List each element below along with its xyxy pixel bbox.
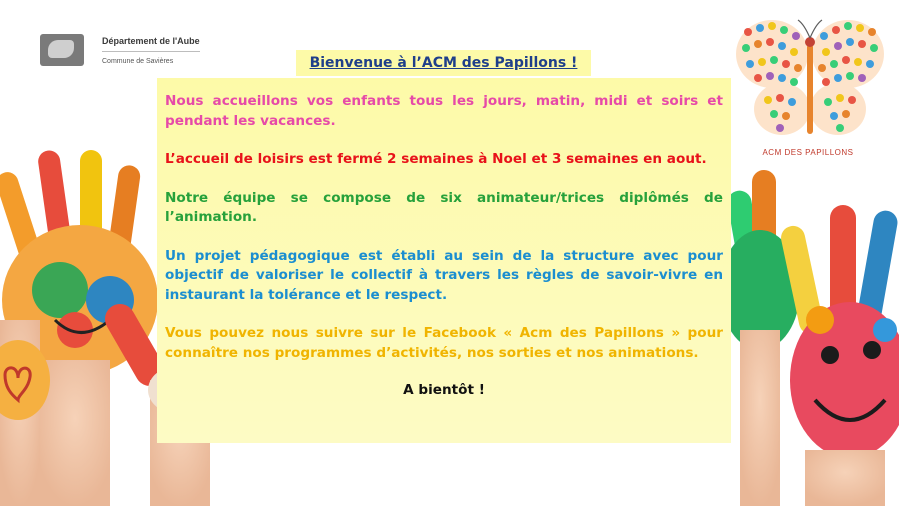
department-logo: [40, 34, 84, 66]
paragraph-project: Un projet pédagogique est établi au sein de la structure avec pour objectif de valoriser le collectif à travers les règles de savoir-vivre en instaurant la tolérance et le respect.: [165, 247, 723, 303]
butterfly-logo: [734, 14, 886, 164]
commune-name: Commune de Savières: [102, 58, 174, 65]
department-header: [40, 34, 210, 74]
department-name: Département de l'Aube: [102, 36, 200, 46]
closing-text: A bientôt !: [403, 382, 485, 398]
page-title: Bienvenue à l’ACM des Papillons !: [296, 50, 591, 76]
right-hand-1: [720, 170, 800, 506]
paragraph-team: Notre équipe se compose de six animateur/trices diplômés de l’animation.: [165, 189, 723, 225]
butterfly-logo-label: ACM DES PAPILLONS: [762, 148, 854, 157]
welcome-panel: [157, 78, 731, 443]
paragraph-hours: Nous accueillons vos enfants tous les jours, matin, midi et soirs et pendant les vacances.: [165, 93, 723, 129]
paragraph-facebook: Vous pouvez nous suivre sur le Facebook « Acm des Papillons » pour connaître nos programmes d’activités, nos sorties et nos animations.: [165, 325, 723, 361]
header-separator: [102, 51, 200, 52]
paragraph-closures: L’accueil de loisirs est fermé 2 semaines à Noel et 3 semaines en aout.: [165, 151, 707, 167]
right-hand-2: [779, 205, 899, 506]
